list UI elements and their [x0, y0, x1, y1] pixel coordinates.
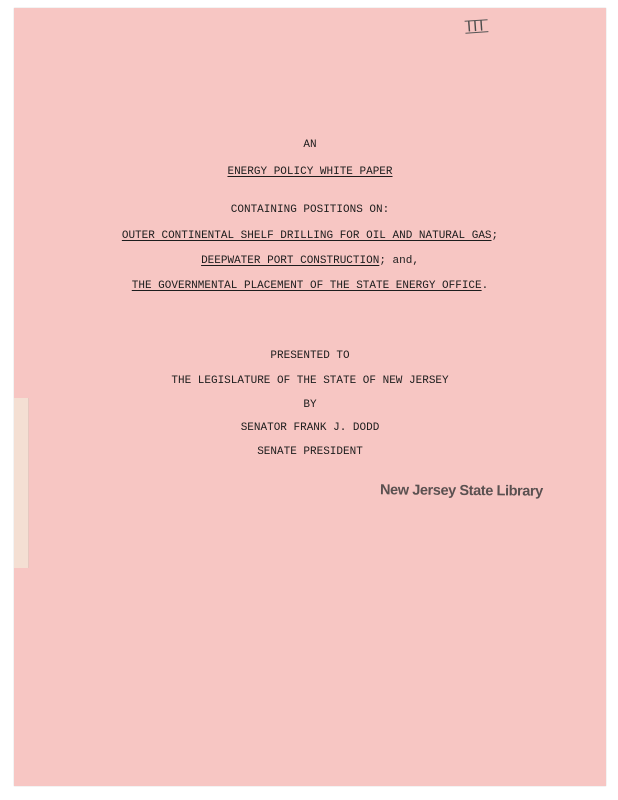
- page-number: III: [466, 17, 487, 36]
- heading-an: AN: [303, 139, 317, 151]
- position-item-3-text: THE GOVERNMENTAL PLACEMENT OF THE STATE ENERGY OFFICE: [131, 280, 482, 292]
- position-item-1-tail: ;: [491, 230, 499, 242]
- position-item-2: [14, 255, 606, 267]
- by-line: BY: [303, 399, 317, 411]
- position-item-3-tail: .: [481, 280, 489, 292]
- senator-role: SENATE PRESIDENT: [257, 446, 363, 458]
- position-item-1: [14, 230, 606, 242]
- position-item-1-text: OUTER CONTINENTAL SHELF DRILLING FOR OIL AND NATURAL GAS: [121, 230, 492, 242]
- legislature-line: THE LEGISLATURE OF THE STATE OF NEW JERSEY: [171, 375, 449, 387]
- position-item-2-text: DEEPWATER PORT CONSTRUCTION: [201, 255, 380, 267]
- senator-name: SENATOR FRANK J. DODD: [240, 422, 380, 434]
- position-item-2-tail: ; and,: [379, 255, 419, 267]
- presented-to: PRESENTED TO: [270, 350, 350, 362]
- document-title: [14, 166, 606, 178]
- document-page: [14, 8, 606, 786]
- position-item-3: [14, 280, 606, 292]
- containing-label: CONTAINING POSITIONS ON:: [230, 204, 390, 216]
- document-title-text: ENERGY POLICY WHITE PAPER: [227, 166, 393, 178]
- library-stamp: New Jersey State Library: [379, 482, 543, 500]
